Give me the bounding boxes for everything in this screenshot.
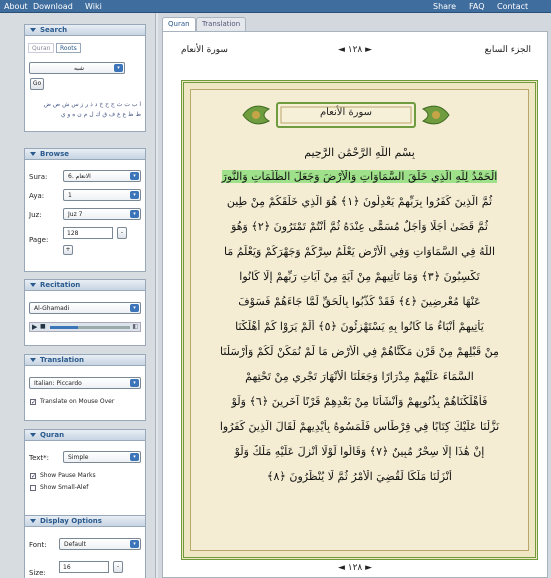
- pause-marks-checkbox[interactable]: ✓: [31, 473, 37, 480]
- recitation-title: Recitation: [40, 281, 81, 289]
- display-options-panel: [24, 515, 146, 578]
- search-panel-header[interactable]: [25, 25, 145, 36]
- mushaf-frame: [181, 80, 538, 560]
- browse-panel-header[interactable]: [25, 149, 145, 160]
- highlighted-verse[interactable]: الْحَمْدُ لِلَّهِ الَّذِي خَلَقَ السَّمَاوَاتِ وَالْأَرْضَ وَجَعَلَ الظُّلُمَاتِ وَالنُّورَ: [221, 170, 498, 183]
- chevron-down-icon: ▾: [130, 304, 139, 312]
- text-type-select[interactable]: [63, 451, 141, 463]
- text-type-value: Simple: [68, 454, 89, 461]
- size-label: Size:: [29, 569, 46, 577]
- quran-options-header[interactable]: [25, 430, 145, 441]
- main-area: [158, 13, 551, 578]
- nav-share-link[interactable]: Share: [433, 2, 457, 11]
- chevron-down-icon: ▾: [130, 191, 139, 199]
- tab-translation[interactable]: Translation: [196, 17, 246, 31]
- reciter-select[interactable]: [29, 302, 141, 314]
- audio-progress-fill: [50, 326, 78, 329]
- display-options-title: Display Options: [40, 517, 102, 525]
- translate-mouseover-label: Translate on Mouse Over: [40, 398, 115, 405]
- page-number-nav[interactable]: ◄ ١٢٨ ►: [337, 45, 373, 55]
- recitation-panel-header[interactable]: [25, 280, 145, 291]
- font-select[interactable]: [59, 538, 141, 550]
- verse-line[interactable]: أَنْزَلْنَا مَلَكًا لَقُضِيَ الْأَمْرُ ثُمَّ لَا يُنْظَرُونَ ﴿٨﴾: [267, 470, 452, 483]
- search-tab-roots[interactable]: Roots: [56, 43, 81, 53]
- nav-contact-link[interactable]: Contact: [497, 2, 529, 11]
- verse-line[interactable]: عَنْهَا مُعْرِضِينَ ﴿٤﴾ فَقَدْ كَذَّبُوا بِالْحَقِّ لَمَّا جَاءَهُمْ فَسَوْفَ: [238, 295, 481, 308]
- tab-quran[interactable]: Quran: [162, 17, 196, 31]
- juz-label: Juz:: [29, 211, 42, 219]
- translation-select[interactable]: [29, 377, 141, 389]
- chevron-down-icon: ▾: [130, 540, 139, 548]
- pause-marks-label: Show Pause Marks: [40, 472, 96, 479]
- collapse-icon: [30, 358, 36, 362]
- translation-select-value: Italian: Piccardo: [34, 380, 82, 387]
- quran-page: [162, 31, 548, 578]
- search-panel: [24, 24, 146, 132]
- recitation-panel: [24, 279, 146, 346]
- chevron-down-icon: ▾: [130, 379, 139, 387]
- juz-select-value: Juz 7: [68, 211, 83, 218]
- sura-title: سورة الأنعام: [319, 107, 373, 118]
- collapse-icon: [30, 519, 36, 523]
- aya-select[interactable]: [63, 189, 141, 201]
- chevron-down-icon: ▾: [130, 172, 139, 180]
- audio-progress-track[interactable]: [50, 326, 130, 329]
- sidebar: [0, 13, 156, 578]
- aya-label: Aya:: [29, 192, 45, 200]
- reciter-select-value: Al-Ghamadi: [34, 305, 70, 312]
- sura-title-ornament: [235, 98, 457, 132]
- root-select-value: شبه: [73, 65, 85, 72]
- browse-title: Browse: [40, 150, 69, 158]
- size-minus-button[interactable]: -: [113, 561, 123, 573]
- nav-wiki-link[interactable]: Wiki: [85, 2, 102, 11]
- audio-player: [29, 322, 141, 332]
- collapse-icon: [30, 152, 36, 156]
- page-number-footer[interactable]: ◄ ١٢٨ ►: [337, 563, 373, 573]
- chevron-down-icon: ▾: [130, 210, 139, 218]
- volume-icon[interactable]: ◧: [132, 323, 138, 330]
- letter-keyboard-row-1[interactable]: ا ب ت ث ج ح خ د ذ ر ز س ش ص ض: [43, 101, 141, 108]
- basmala: بِسْمِ اللَّهِ الرَّحْمَٰنِ الرَّحِيمِ: [304, 146, 415, 159]
- go-button[interactable]: Go: [30, 78, 44, 90]
- verse-line[interactable]: تَكْسِبُونَ ﴿٣﴾ وَمَا تَأْتِيهِمْ مِنْ آيَةٍ مِنْ آيَاتِ رَبِّهِمْ إِلَّا كَانُوا: [239, 270, 480, 283]
- verse-line[interactable]: السَّمَاءَ عَلَيْهِمْ مِدْرَارًا وَجَعَلْنَا الْأَنْهَارَ تَجْرِي مِنْ تَحْتِهِمْ: [245, 370, 474, 383]
- translation-panel-header[interactable]: [25, 355, 145, 366]
- page-minus-button[interactable]: -: [117, 227, 127, 239]
- browse-panel: [24, 148, 146, 272]
- collapse-icon: [30, 28, 36, 32]
- font-select-value: Default: [64, 541, 86, 548]
- letter-keyboard-row-2[interactable]: ط ظ ع غ ف ق ك ل م ن ه و ي: [60, 111, 141, 118]
- chevron-down-icon: ▾: [130, 453, 139, 461]
- verse-line: [191, 170, 528, 183]
- verse-line[interactable]: يَأْتِيهِمْ أَنْبَاءُ مَا كَانُوا بِهِ يَسْتَهْزِئُونَ ﴿٥﴾ أَلَمْ يَرَوْا كَمْ أَهْلَكْنَا: [235, 320, 484, 333]
- nav-download-link[interactable]: Download: [33, 2, 73, 11]
- sura-select-value: 6. الانعام: [68, 173, 91, 180]
- font-label: Font:: [29, 541, 47, 549]
- verse-line[interactable]: ثُمَّ قَضَىٰ أَجَلًا وَأَجَلٌ مُسَمًّى عِنْدَهُ ثُمَّ أَنْتُمْ تَمْتَرُونَ ﴿٢﴾ وَهُوَ: [231, 220, 488, 233]
- collapse-icon: [30, 283, 36, 287]
- mushaf-page-text: [190, 89, 529, 551]
- quran-options-title: Quran: [40, 431, 65, 439]
- sura-name-header: سورة الأنعام: [181, 45, 228, 55]
- sura-select[interactable]: [63, 170, 141, 182]
- collapse-icon: [30, 433, 36, 437]
- verse-line[interactable]: مِنْ قَبْلِهِمْ مِنْ قَرْنٍ مَكَّنَّاهُمْ فِي الْأَرْضِ مَا لَمْ نُمَكِّنْ لَكُمْ وَأَرْسَلْنَا: [220, 345, 499, 358]
- translation-title: Translation: [40, 356, 84, 364]
- aya-select-value: 1: [68, 192, 72, 199]
- search-title: Search: [40, 26, 68, 34]
- size-input[interactable]: 16: [59, 561, 109, 573]
- search-tab-quran[interactable]: Quran: [28, 43, 54, 53]
- nav-faq-link[interactable]: FAQ: [469, 2, 485, 11]
- page-plus-button[interactable]: +: [63, 245, 73, 255]
- translate-mouseover-checkbox[interactable]: ✓: [31, 399, 37, 406]
- translation-panel: [24, 354, 146, 421]
- juz-name-header: الجزء السابع: [484, 45, 531, 55]
- verse-line[interactable]: إِنْ هَٰذَا إِلَّا سِحْرٌ مُبِينٌ ﴿٧﴾ وَقَالُوا لَوْلَا أُنْزِلَ عَلَيْهِ مَلَكٌ وَلَوْ: [234, 445, 485, 458]
- verse-line[interactable]: ثُمَّ الَّذِينَ كَفَرُوا بِرَبِّهِمْ يَعْدِلُونَ ﴿١﴾ هُوَ الَّذِي خَلَقَكُمْ مِنْ طِينٍ: [226, 195, 493, 208]
- verse-line[interactable]: اللَّهُ فِي السَّمَاوَاتِ وَفِي الْأَرْضِ يَعْلَمُ سِرَّكُمْ وَجَهْرَكُمْ وَيَعْلَمُ مَا: [223, 245, 496, 258]
- page-input[interactable]: 128: [63, 227, 113, 239]
- verse-line[interactable]: نَزَّلْنَا عَلَيْكَ كِتَابًا فِي قِرْطَاسٍ فَلَمَسُوهُ بِأَيْدِيهِمْ لَقَالَ الَّذِينَ كَفَرُوا: [219, 420, 500, 433]
- top-nav-bar: [0, 0, 551, 13]
- small-alef-label: Show Small-Alef: [40, 484, 89, 491]
- play-icon[interactable]: ▶: [32, 323, 38, 331]
- display-options-header[interactable]: [25, 516, 145, 527]
- small-alef-checkbox[interactable]: [30, 485, 36, 491]
- sura-label: Sura:: [29, 173, 48, 181]
- juz-select[interactable]: [63, 208, 141, 220]
- nav-about-link[interactable]: About: [4, 2, 28, 11]
- chevron-down-icon: ▾: [114, 64, 123, 72]
- root-select[interactable]: [29, 62, 125, 74]
- verse-line[interactable]: فَأَهْلَكْنَاهُمْ بِذُنُوبِهِمْ وَأَنْشَأْنَا مِنْ بَعْدِهِمْ قَرْنًا آخَرِينَ ﴿٦﴾ وَلَوْ: [231, 395, 488, 408]
- page-label: Page:: [29, 236, 49, 244]
- quran-options-panel: [24, 429, 146, 519]
- stop-icon[interactable]: ■: [40, 323, 46, 330]
- text-type-label: Text*:: [29, 454, 50, 462]
